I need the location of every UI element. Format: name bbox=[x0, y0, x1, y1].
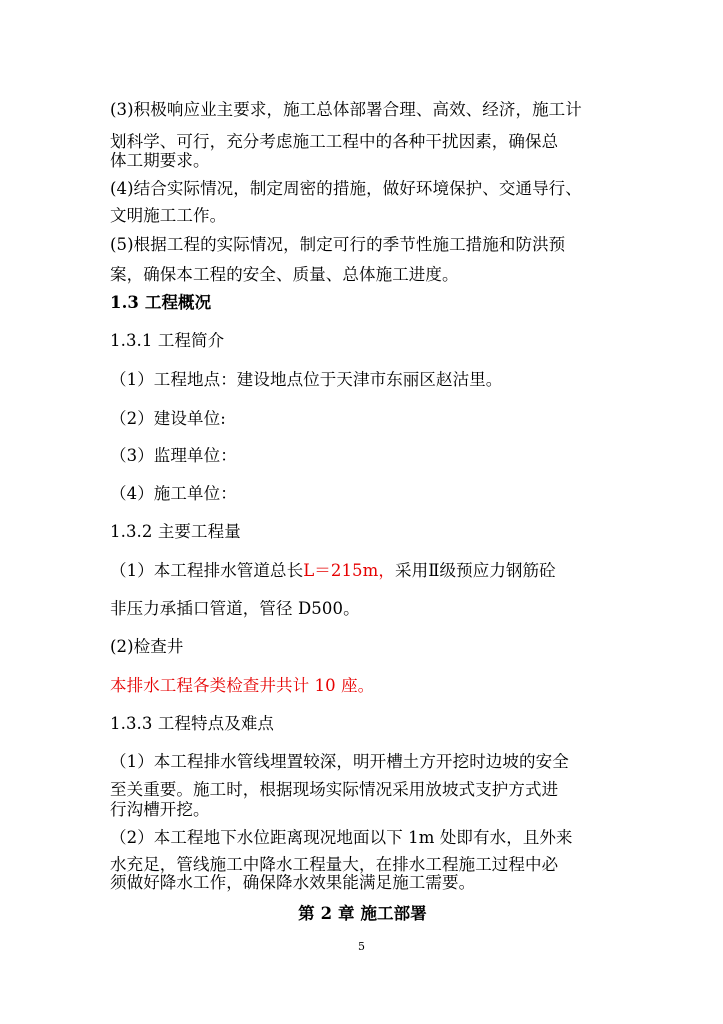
paragraph-line: 划科学、可行，充分考虑施工工程中的各种干扰因素，确保总 bbox=[110, 132, 559, 151]
paragraph-line: 体工期要求。 bbox=[110, 151, 210, 170]
paragraph-line: 文明施工工作。 bbox=[110, 206, 227, 225]
paragraph-line: （1）本工程排水管线埋置较深，明开槽土方开挖时边坡的安全 bbox=[110, 752, 569, 771]
quantity-line: 非压力承插口管道，管径 D500。 bbox=[110, 599, 360, 618]
paragraph-line: 至关重要。施工时，根据现场实际情况采用放坡式支护方式进 bbox=[110, 780, 559, 799]
quantity-text: 采用Ⅱ级预应力钢筋砼 bbox=[395, 561, 556, 580]
paragraph-line: (3)积极响应业主要求，施工总体部署合理、高效、经济，施工计 bbox=[110, 100, 582, 119]
subsection-heading: 1.3.1 工程简介 bbox=[110, 331, 225, 350]
chapter-title: 第 2 章 施工部署 bbox=[298, 904, 427, 923]
quantity-line bbox=[110, 561, 615, 581]
pipe-length-highlight: L＝215m， bbox=[303, 561, 395, 580]
list-item: （3）监理单位： bbox=[110, 446, 237, 465]
list-item: （1）工程地点：建设地点位于天津市东丽区赵沽里。 bbox=[110, 370, 503, 389]
paragraph-line: 水充足，管线施工中降水工程量大，在排水工程施工过程中必 bbox=[110, 855, 559, 874]
paragraph-line: 案，确保本工程的安全、质量、总体施工进度。 bbox=[110, 265, 459, 284]
subsection-heading: 1.3.3 工程特点及难点 bbox=[110, 714, 275, 733]
paragraph-line: （2）本工程地下水位距离现况地面以下 1m 处即有水，且外来 bbox=[110, 828, 573, 847]
paragraph-line: (4)结合实际情况，制定周密的措施，做好环境保护、交通导行、 bbox=[110, 179, 582, 198]
list-item: （2）建设单位: bbox=[110, 409, 226, 428]
section-heading: 1.3 工程概况 bbox=[110, 293, 212, 312]
quantity-text: （1）本工程排水管道总长 bbox=[110, 561, 304, 580]
subsection-heading: 1.3.2 主要工程量 bbox=[110, 522, 241, 541]
inspection-well-highlight: 本排水工程各类检查井共计 10 座。 bbox=[110, 676, 375, 695]
list-item: (2)检查井 bbox=[110, 637, 184, 656]
paragraph-line: 须做好降水工作，确保降水效果能满足施工需要。 bbox=[110, 873, 476, 892]
list-item: （4）施工单位： bbox=[110, 484, 237, 503]
paragraph-line: (5)根据工程的实际情况，制定可行的季节性施工措施和防洪预 bbox=[110, 235, 566, 254]
page-number: 5 bbox=[358, 940, 365, 953]
paragraph-line: 行沟槽开挖。 bbox=[110, 800, 210, 819]
